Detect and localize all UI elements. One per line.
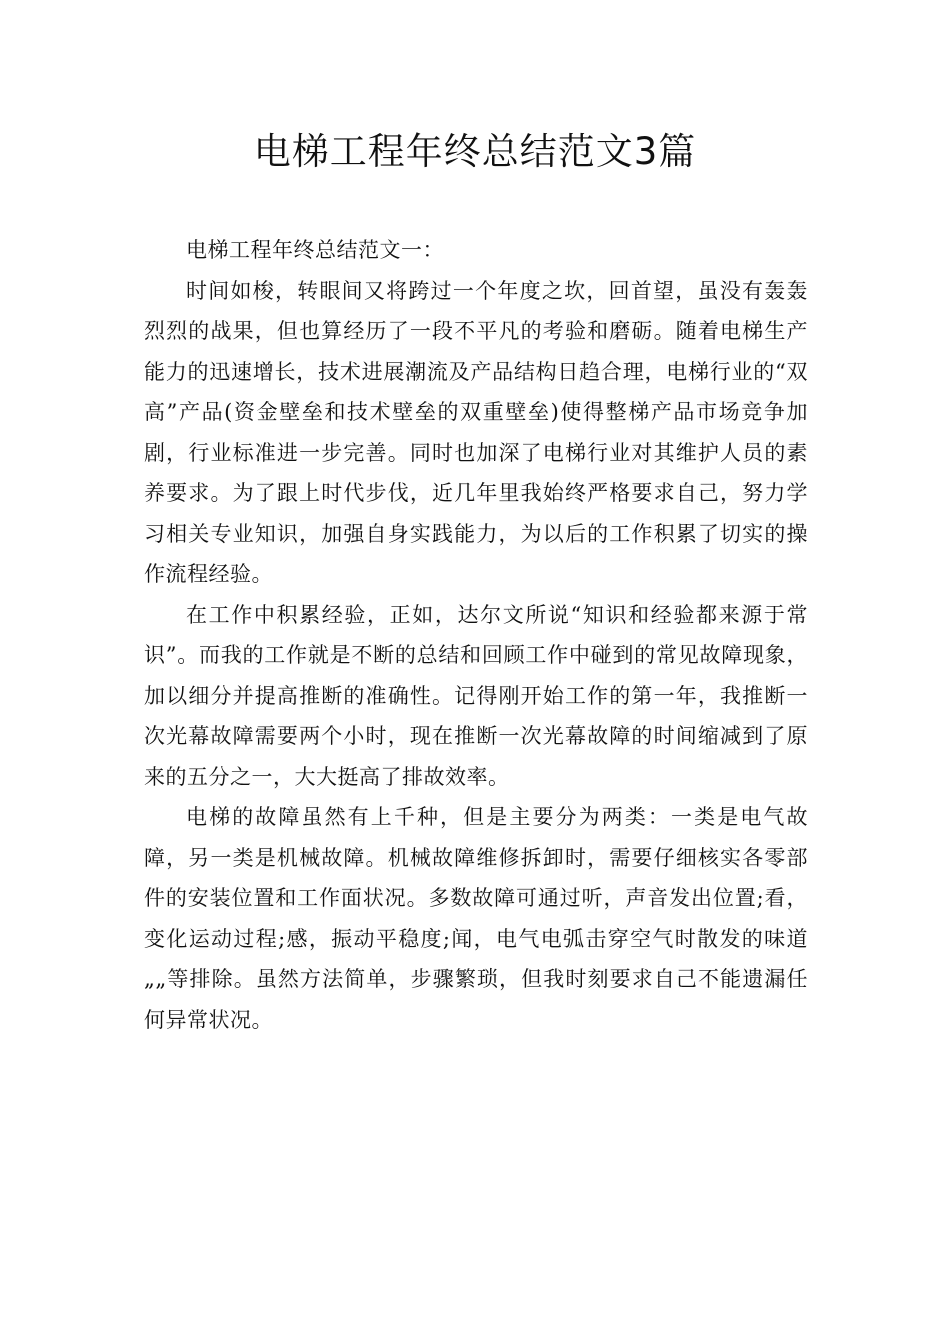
paragraph-3: 电梯的故障虽然有上千种，但是主要分为两类：一类是电气故障，另一类是机械故障。机械故障维修拆卸时，需要仔细核实各零部件的安装位置和工作面状况。多数故障可通过听，声音发出位置;看，变化运动过程;感，振动平稳度;闻，电气电弧击穿空气时散发的味道„„等排除。虽然方法简单，步骤繁琐，但我时刻要求自己不能遗漏任何异常状况。 (144, 805, 808, 1032)
paragraph-section-heading: 电梯工程年终总结范文一： (186, 238, 444, 262)
document-title: 电梯工程年终总结范文3篇 (253, 130, 697, 173)
document-body (144, 230, 808, 1040)
paragraph-2: 在工作中积累经验，正如，达尔文所说“知识和经验都来源于常识”。而我的工作就是不断的总结和回顾工作中碰到的常见故障现象，加以细分并提高推断的准确性。记得刚开始工作的第一年，我推断一次光幕故障需要两个小时，现在推断一次光幕故障的时间缩减到了原来的五分之一，大大挺高了排故效率。 (144, 602, 808, 789)
paragraph-1: 时间如梭，转眼间又将跨过一个年度之坎，回首望，虽没有轰轰烈烈的战果，但也算经历了一段不平凡的考验和磨砺。随着电梯生产能力的迅速增长，技术进展潮流及产品结构日趋合理，电梯行业的“双高”产品(资金壁垒和技术壁垒的双重壁垒)使得整梯产品市场竞争加剧，行业标准进一步完善。同时也加深了电梯行业对其维护人员的素养要求。为了跟上时代步伐，近几年里我始终严格要求自己，努力学习相关专业知识，加强自身实践能力，为以后的工作积累了切实的操作流程经验。 (144, 278, 808, 586)
